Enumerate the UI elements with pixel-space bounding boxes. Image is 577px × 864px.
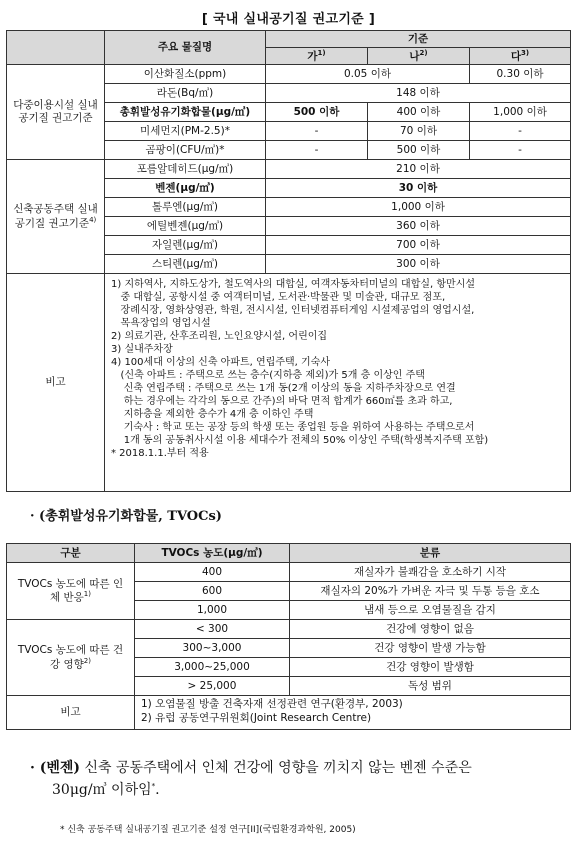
group1-label: 다중이용시설 실내공기질 권고기준 xyxy=(7,65,105,160)
tvocs-header-col3: 분류 xyxy=(290,544,571,563)
row-toluene-name: 톨루엔(μg/㎥) xyxy=(105,198,266,217)
header-na: 나$^{2)}$ xyxy=(368,48,470,65)
note-line: 3) 실내주차장 xyxy=(111,344,173,355)
row-mold-ga: - xyxy=(266,141,368,160)
row-tvoc-da: 1,000 이하 xyxy=(470,103,571,122)
row-styrene-value: 300 이하 xyxy=(266,255,571,274)
note-line: 2) 의료기관, 산후조리원, 노인요양시설, 어린이집 xyxy=(111,331,328,342)
note-line: 중 대합실, 공항시설 중 여객터미널, 도서관·박물관 및 미술관, 대규모 점포, xyxy=(111,292,446,303)
tvocs-conc: 1,000 xyxy=(135,601,290,620)
benzene-paragraph xyxy=(30,757,570,802)
tvocs-conc: < 300 xyxy=(135,620,290,639)
tvocs-class: 건강 영향이 발생함 xyxy=(290,658,571,677)
row-pm25-ga: - xyxy=(266,122,368,141)
row-radon-value: 148 이하 xyxy=(266,84,571,103)
row-tvoc-ga: 500 이하 xyxy=(266,103,368,122)
note-line: * 2018.1.1.부터 적용 xyxy=(111,448,209,459)
tvocs-group2-label: TVOCs 농도에 따른 건강 영향$^{2)}$ xyxy=(7,620,135,696)
row-benzene-name: 벤젠(μg/㎥) xyxy=(105,179,266,198)
row-mold-da: - xyxy=(470,141,571,160)
indoor-air-standard-table xyxy=(6,30,571,492)
section-tvocs-title: · (총휘발성유기화합물, TVOCs) xyxy=(30,509,222,524)
note-line: 4) 100세대 이상의 신축 아파트, 연립주택, 기숙사 xyxy=(111,357,331,368)
tvocs-conc: > 25,000 xyxy=(135,677,290,696)
tvocs-class: 재실자가 불쾌감을 호소하기 시작 xyxy=(290,563,571,582)
header-standard: 기준 xyxy=(266,31,571,48)
note-line: 신축 연립주택 : 주택으로 쓰는 1개 동(2개 이상의 동을 지하주차장으로 연결 xyxy=(111,383,456,394)
header-blank xyxy=(7,31,105,65)
row-benzene-value: 30 이하 xyxy=(266,179,571,198)
row-no2-ga-na: 0.05 이하 xyxy=(266,65,470,84)
row-xylene-name: 자일렌(μg/㎥) xyxy=(105,236,266,255)
row-toluene-value: 1,000 이하 xyxy=(266,198,571,217)
tvocs-class: 건강에 영향이 없음 xyxy=(290,620,571,639)
notes-list xyxy=(105,274,571,492)
tvocs-conc: 3,000~25,000 xyxy=(135,658,290,677)
row-xylene-value: 700 이하 xyxy=(266,236,571,255)
row-ethylbenzene-name: 에틸벤젠(μg/㎥) xyxy=(105,217,266,236)
row-mold-na: 500 이하 xyxy=(368,141,470,160)
notes-label: 비고 xyxy=(7,274,105,492)
row-no2-name: 이산화질소(ppm) xyxy=(105,65,266,84)
tvocs-class: 재실자의 20%가 가벼운 자극 및 두통 등을 호소 xyxy=(290,582,571,601)
header-da: 다$^{3)}$ xyxy=(470,48,571,65)
note-line: 지하층을 제외한 층수가 4개 층 이하인 주택 xyxy=(111,409,314,420)
note-line: 기숙사 : 학교 또는 공장 등의 학생 또는 종업원 등을 위하여 사용하는 주택으로서 xyxy=(111,422,475,433)
benzene-line-1: · (벤젠) 신축 공동주택에서 인체 건강에 영향을 끼치지 않는 벤젠 수준은 xyxy=(30,760,472,776)
tvocs-note-line: 2) 유럽 공동연구위원회(Joint Research Centre) xyxy=(141,711,372,724)
tvocs-class: 독성 범위 xyxy=(290,677,571,696)
note-line: (신축 아파트 : 주택으로 쓰는 층수(지하층 제외)가 5개 층 이상인 주택 xyxy=(111,370,425,381)
row-formaldehyde-name: 포름알데히드(μg/㎥) xyxy=(105,160,266,179)
row-styrene-name: 스티렌(μg/㎥) xyxy=(105,255,266,274)
tvocs-conc: 600 xyxy=(135,582,290,601)
tvocs-conc: 400 xyxy=(135,563,290,582)
benzene-label: · (벤젠) xyxy=(30,760,81,776)
page-title: [ 국내 실내공기질 권고기준 ] xyxy=(201,12,376,27)
group2-label: 신축공동주택 실내공기질 권고기준$^{4)}$ xyxy=(7,160,105,274)
header-item: 주요 물질명 xyxy=(105,31,266,65)
tvocs-notes xyxy=(135,696,571,730)
tvocs-table xyxy=(6,543,571,730)
tvocs-note-line: 1) 오염물질 방출 건축자재 선정관련 연구(환경부, 2003) xyxy=(141,698,403,710)
header-ga: 가$^{1)}$ xyxy=(266,48,368,65)
row-formaldehyde-value: 210 이하 xyxy=(266,160,571,179)
note-line: 장례식장, 영화상영관, 학원, 전시시설, 인터넷컴퓨터게임 시설제공업의 영업시설, xyxy=(111,305,475,316)
note-line: 목욕장업의 영업시설 xyxy=(111,318,211,329)
row-pm25-name: 미세먼지(PM-2.5)* xyxy=(105,122,266,141)
benzene-line-2: 30μg/㎥ 이하임*. xyxy=(52,782,160,799)
row-ethylbenzene-value: 360 이하 xyxy=(266,217,571,236)
tvocs-class: 냄새 등으로 오염물질을 감지 xyxy=(290,601,571,620)
row-pm25-da: - xyxy=(470,122,571,141)
tvocs-header-col2: TVOCs 농도(μg/㎥) xyxy=(135,544,290,563)
footnote: * 신축 공동주택 실내공기질 권고기준 설정 연구[II](국립환경과학원, 2005) xyxy=(60,825,356,835)
tvocs-class: 건강 영향이 발생 가능함 xyxy=(290,639,571,658)
row-radon-name: 라돈(Bq/㎥) xyxy=(105,84,266,103)
row-tvoc-na: 400 이하 xyxy=(368,103,470,122)
note-line: 1) 지하역사, 지하도상가, 철도역사의 대합실, 여객자동차터미널의 대합실, 항만시설 xyxy=(111,279,476,290)
row-tvoc-name: 총휘발성유기화합물(μg/㎥) xyxy=(105,103,266,122)
tvocs-notes-label: 비고 xyxy=(7,696,135,730)
note-line: 1개 동의 공동취사시설 이용 세대수가 전체의 50% 이상인 주택(학생복지주택 포함) xyxy=(111,435,489,446)
tvocs-conc: 300~3,000 xyxy=(135,639,290,658)
tvocs-header-col1: 구분 xyxy=(7,544,135,563)
note-line: 하는 경우에는 각각의 동으로 간주)의 바닥 면적 합계가 660㎡를 초과 하고, xyxy=(111,396,453,407)
row-pm25-na: 70 이하 xyxy=(368,122,470,141)
row-no2-da: 0.30 이하 xyxy=(470,65,571,84)
tvocs-group1-label: TVOCs 농도에 따른 인체 반응$^{1)}$ xyxy=(7,563,135,620)
row-mold-name: 곰팡이(CFU/㎥)* xyxy=(105,141,266,160)
